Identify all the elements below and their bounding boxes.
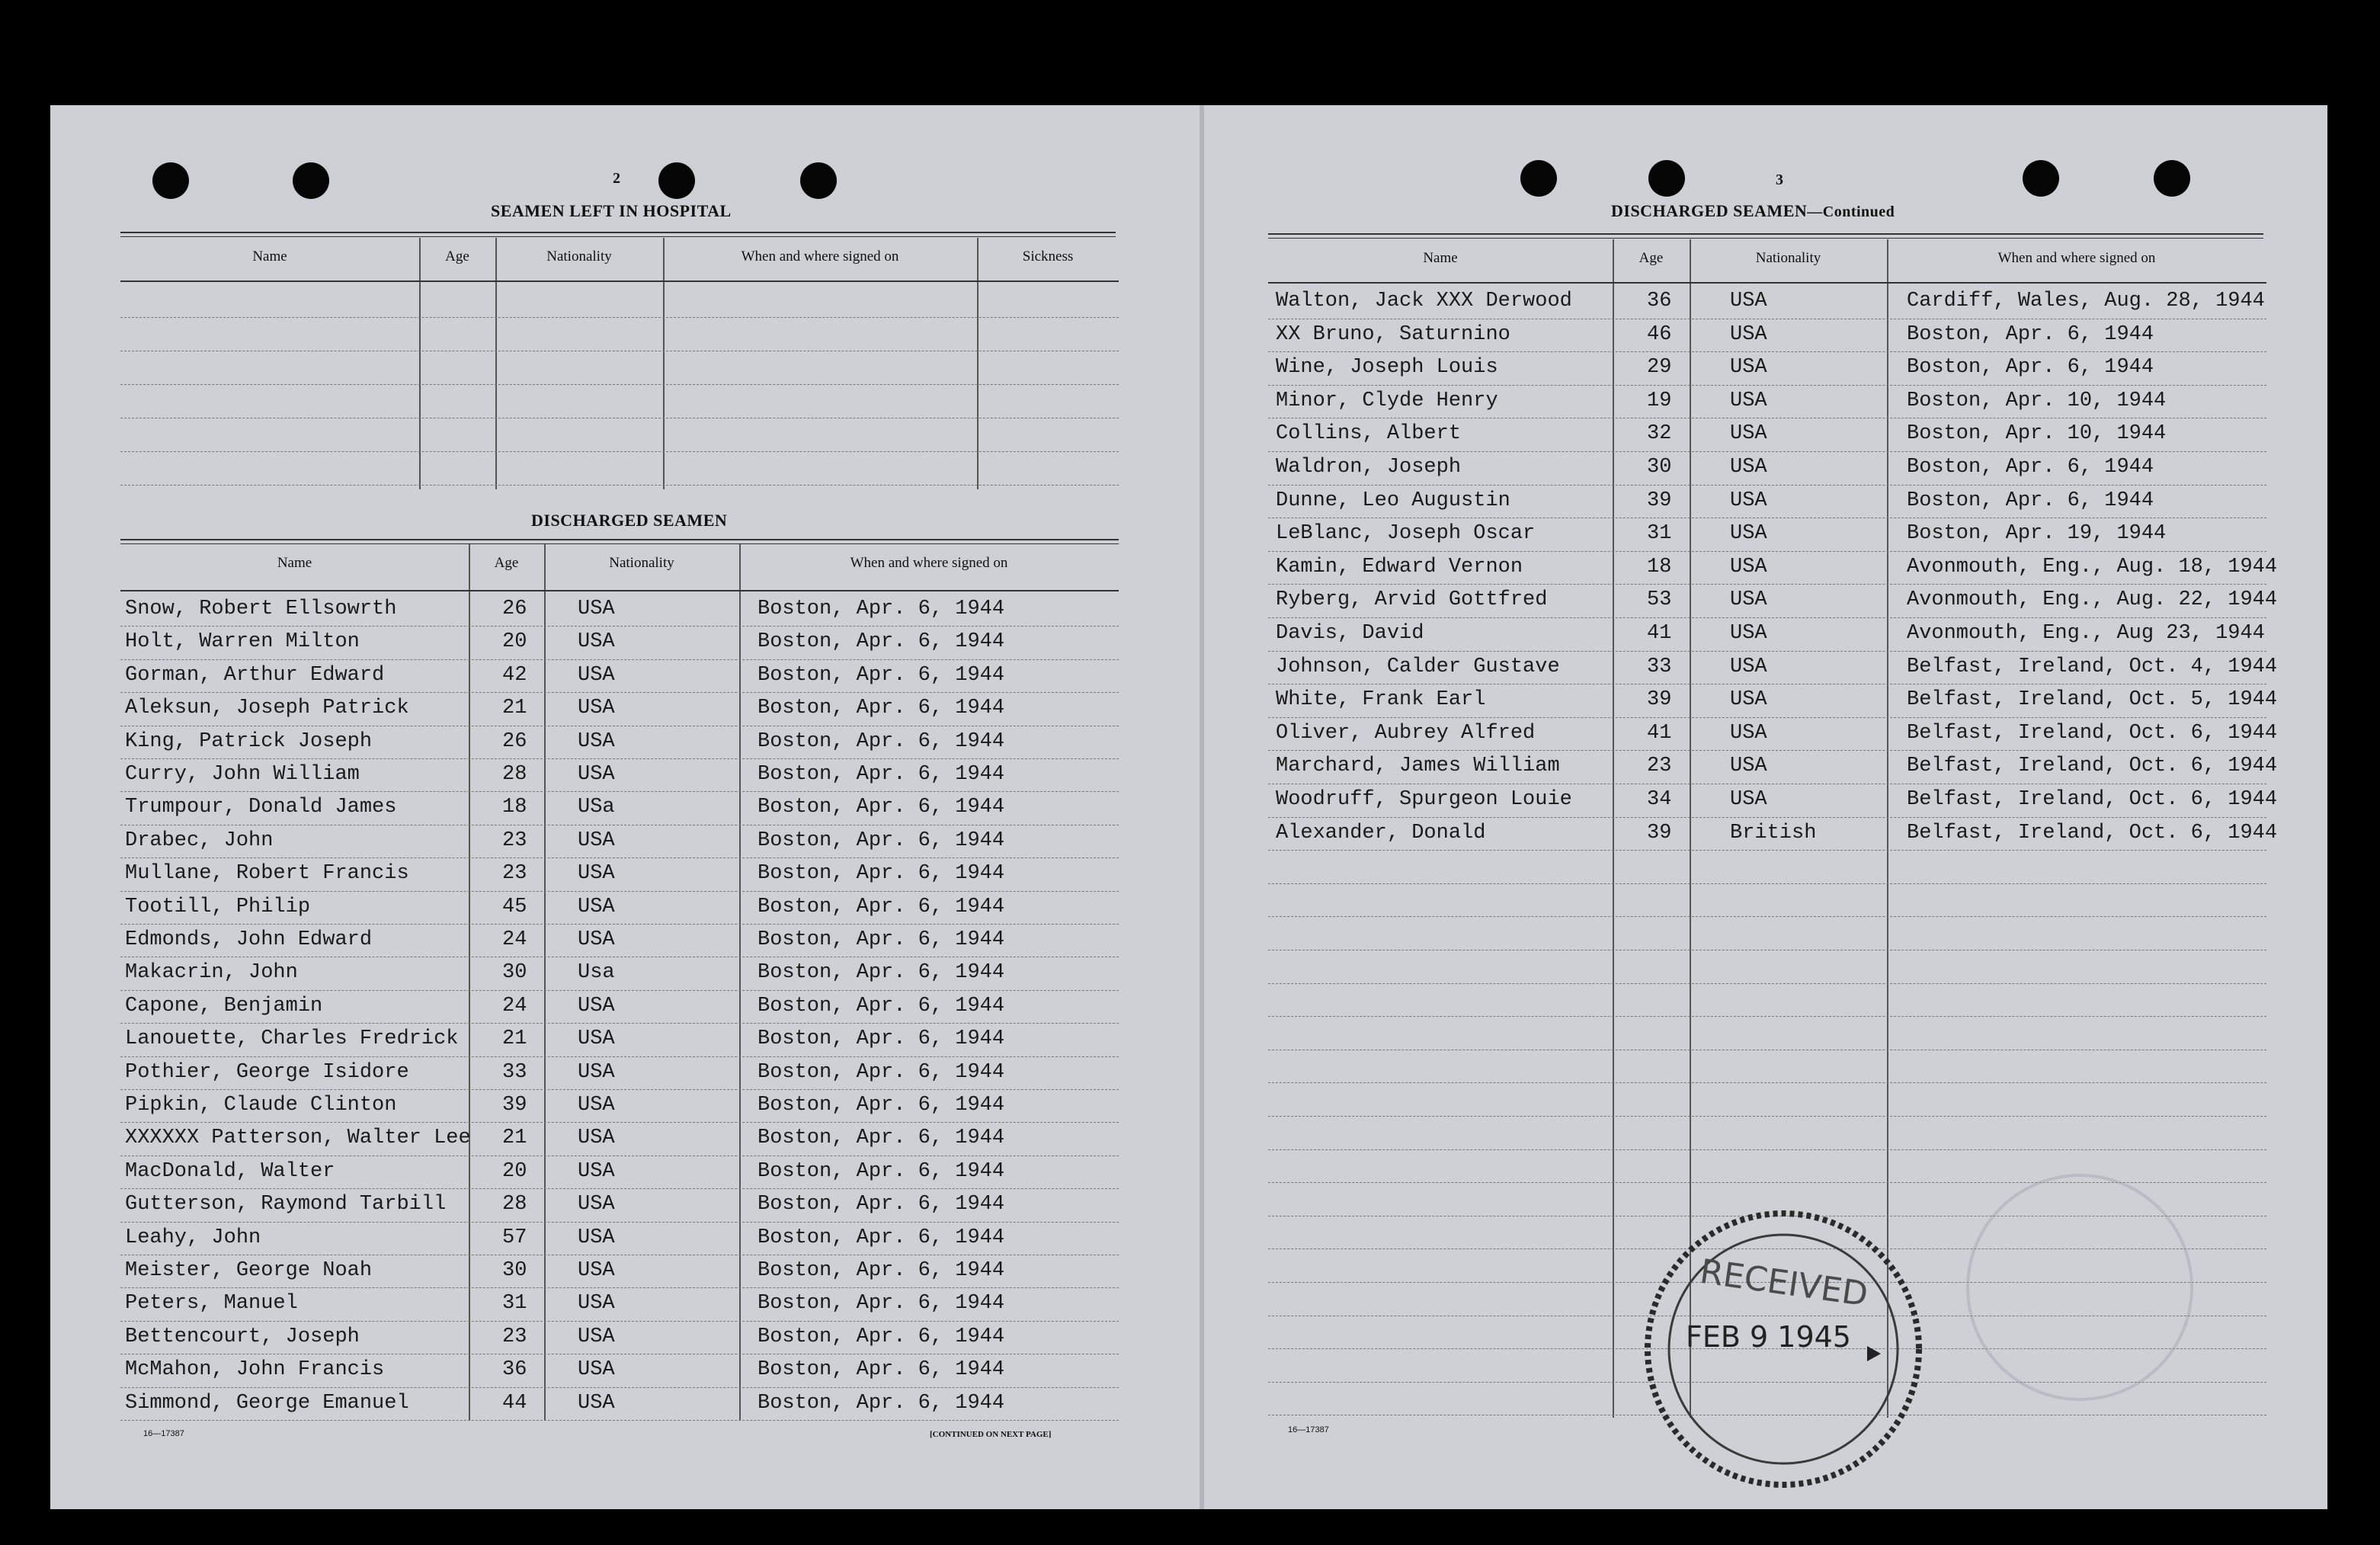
signed-on: Boston, Apr. 6, 1944	[1907, 489, 2154, 512]
column-header: Sickness	[1022, 248, 1074, 264]
section-rule	[1268, 233, 2263, 239]
seaman-nationality: USA	[1730, 588, 1767, 612]
seaman-nationality: USA	[1730, 788, 1767, 811]
seaman-nationality: USA	[578, 1127, 615, 1150]
hospital-table	[120, 238, 1119, 489]
row-rule	[120, 758, 1119, 759]
row-rule	[1268, 916, 2266, 917]
signed-on: Boston, Apr. 6, 1944	[758, 630, 1005, 654]
seaman-nationality: USA	[1730, 356, 1767, 380]
seaman-nationality: USA	[1730, 522, 1767, 546]
seaman-nationality: USA	[1730, 622, 1767, 645]
page-number: 3	[1776, 171, 1783, 188]
signed-on: Boston, Apr. 6, 1944	[1907, 356, 2154, 380]
seaman-nationality: USA	[578, 994, 615, 1018]
header-rule	[120, 280, 1119, 282]
punch-hole	[1648, 160, 1685, 197]
page-gutter	[1200, 105, 1204, 1509]
row-rule	[120, 1287, 1119, 1288]
seaman-age: 28	[502, 763, 527, 786]
column-divider	[1613, 239, 1614, 1418]
header-rule	[120, 590, 1119, 591]
seaman-age: 19	[1647, 389, 1672, 412]
seaman-age: 41	[1647, 721, 1672, 745]
column-header: Name	[252, 248, 287, 264]
seaman-nationality: USA	[1730, 389, 1767, 412]
seaman-name: Tootill, Philip	[125, 895, 311, 918]
seaman-age: 30	[502, 961, 527, 985]
seaman-nationality: USA	[1730, 422, 1767, 446]
signed-on: Boston, Apr. 6, 1944	[758, 1094, 1005, 1117]
seaman-nationality: USA	[578, 729, 615, 753]
seaman-name: Snow, Robert Ellsowrth	[125, 598, 397, 620]
seaman-age: 41	[1647, 622, 1672, 645]
seaman-age: 31	[502, 1292, 527, 1316]
signed-on: Boston, Apr. 6, 1944	[1907, 322, 2154, 346]
seaman-nationality: USA	[578, 1259, 615, 1282]
column-header: When and where signed on	[1997, 250, 2156, 266]
column-header: Name	[277, 555, 312, 571]
seaman-age: 20	[502, 630, 527, 654]
row-rule	[120, 891, 1119, 892]
stamp-date: FEB 9 1945	[1686, 1320, 1851, 1354]
stamp-received-word: RECEIVED	[1697, 1252, 1871, 1315]
row-rule	[120, 990, 1119, 991]
signed-on: Boston, Apr. 6, 1944	[758, 1027, 1005, 1051]
punch-hole	[2154, 160, 2190, 197]
seaman-name: Woodruff, Spurgeon Louie	[1276, 788, 1572, 811]
signed-on: Boston, Apr. 6, 1944	[758, 895, 1005, 918]
row-rule	[1268, 850, 2266, 851]
row-rule	[120, 1387, 1119, 1388]
seaman-name: Walton, Jack XXX Derwood	[1276, 290, 1572, 313]
seaman-age: 53	[1647, 588, 1672, 612]
seaman-age: 26	[502, 729, 527, 753]
seaman-age: 42	[502, 663, 527, 687]
row-rule	[1268, 385, 2266, 386]
column-header: Nationality	[546, 248, 612, 264]
signed-on: Boston, Apr. 6, 1944	[758, 1060, 1005, 1084]
signed-on: Boston, Apr. 6, 1944	[758, 1391, 1005, 1415]
header-rule	[1268, 282, 2266, 284]
column-header: Age	[494, 555, 519, 571]
section-title-main: DISCHARGED SEAMEN	[1611, 201, 1808, 220]
seaman-age: 20	[502, 1159, 527, 1183]
seaman-name: Leahy, John	[125, 1226, 261, 1249]
seaman-age: 34	[1647, 788, 1672, 811]
seaman-age: 57	[502, 1226, 527, 1249]
seaman-age: 44	[502, 1391, 527, 1415]
seaman-name: Davis, David	[1276, 622, 1424, 645]
continued-note: [CONTINUED ON NEXT PAGE]	[930, 1430, 1052, 1439]
form-number: 16—17387	[1288, 1425, 1329, 1434]
row-rule	[120, 924, 1119, 925]
seaman-nationality: USA	[1730, 688, 1767, 712]
row-rule	[120, 626, 1119, 627]
signed-on: Boston, Apr. 6, 1944	[758, 598, 1005, 620]
form-number: 16—17387	[143, 1429, 184, 1438]
seaman-nationality: USA	[1730, 555, 1767, 579]
seaman-name: Ryberg, Arvid Gottfred	[1276, 588, 1548, 612]
seaman-nationality: USA	[578, 928, 615, 951]
row-rule	[1268, 485, 2266, 486]
seaman-nationality: USA	[578, 1027, 615, 1051]
seaman-age: 18	[1647, 555, 1672, 579]
seaman-age: 18	[502, 796, 527, 819]
signed-on: Belfast, Ireland, Oct. 5, 1944	[1907, 688, 2278, 712]
punch-hole	[658, 162, 695, 199]
column-header: Nationality	[609, 555, 674, 571]
seaman-age: 33	[1647, 655, 1672, 678]
seaman-age: 21	[502, 697, 527, 720]
seaman-name: Holt, Warren Milton	[125, 630, 360, 654]
column-header: Age	[1638, 250, 1664, 266]
row-rule	[120, 791, 1119, 792]
row-rule	[1268, 1016, 2266, 1017]
seaman-nationality: USA	[578, 895, 615, 918]
seaman-name: White, Frank Earl	[1276, 688, 1486, 712]
faint-stamp-impression	[1966, 1174, 2193, 1401]
signed-on: Avonmouth, Eng., Aug. 18, 1944	[1907, 555, 2278, 579]
seaman-name: Drabec, John	[125, 829, 274, 852]
row-rule	[1268, 717, 2266, 718]
seaman-age: 36	[502, 1358, 527, 1382]
seaman-age: 39	[1647, 821, 1672, 845]
seaman-name: Meister, George Noah	[125, 1259, 373, 1282]
punch-hole	[293, 162, 329, 199]
row-rule	[1268, 1082, 2266, 1083]
row-rule	[120, 659, 1119, 660]
seaman-name: Bettencourt, Joseph	[125, 1325, 360, 1348]
seaman-age: 46	[1647, 322, 1672, 346]
signed-on: Boston, Apr. 6, 1944	[758, 763, 1005, 786]
continued-section-title	[1611, 201, 1895, 221]
seaman-name: Mullane, Robert Francis	[125, 862, 409, 886]
section-rule	[120, 539, 1119, 544]
signed-on: Belfast, Ireland, Oct. 6, 1944	[1907, 755, 2278, 778]
seaman-age: 36	[1647, 290, 1672, 313]
signed-on: Boston, Apr. 19, 1944	[1907, 522, 2167, 546]
seaman-name: Pothier, George Isidore	[125, 1060, 409, 1084]
seaman-name: McMahon, John Francis	[125, 1358, 385, 1382]
row-rule	[120, 1321, 1119, 1322]
seaman-nationality: British	[1730, 821, 1817, 845]
row-rule	[1268, 1149, 2266, 1150]
seaman-nationality: USA	[1730, 655, 1767, 678]
seaman-nationality: USA	[578, 1292, 615, 1316]
signed-on: Boston, Apr. 6, 1944	[758, 1127, 1005, 1150]
seaman-age: 30	[502, 1259, 527, 1282]
signed-on: Belfast, Ireland, Oct. 6, 1944	[1907, 821, 2278, 845]
row-rule	[1268, 551, 2266, 552]
row-rule	[1268, 351, 2266, 352]
seaman-name: King, Patrick Joseph	[125, 729, 373, 753]
column-header: Name	[1423, 250, 1458, 266]
seaman-name: Minor, Clyde Henry	[1276, 389, 1498, 412]
row-rule	[1268, 584, 2266, 585]
signed-on: Boston, Apr. 6, 1944	[758, 1259, 1005, 1282]
punch-hole	[152, 162, 189, 199]
seaman-age: 32	[1647, 422, 1672, 446]
seaman-name: Oliver, Aubrey Alfred	[1276, 721, 1536, 745]
row-rule	[120, 485, 1119, 486]
seaman-name: MacDonald, Walter	[125, 1159, 335, 1183]
signed-on: Boston, Apr. 6, 1944	[758, 928, 1005, 951]
seaman-name: Trumpour, Donald James	[125, 796, 397, 819]
row-rule	[120, 857, 1119, 858]
seaman-name: XXXXXX Patterson, Walter Lee	[125, 1127, 471, 1150]
row-rule	[120, 1122, 1119, 1123]
seaman-name: Capone, Benjamin	[125, 994, 323, 1018]
row-rule	[1268, 651, 2266, 652]
seaman-nationality: USA	[578, 598, 615, 620]
seaman-name: Wine, Joseph Louis	[1276, 356, 1498, 380]
row-rule	[120, 1023, 1119, 1024]
seaman-nationality: USA	[578, 1060, 615, 1084]
seaman-age: 23	[1647, 755, 1672, 778]
seaman-name: Dunne, Leo Augustin	[1276, 489, 1510, 512]
seaman-nationality: USA	[578, 1193, 615, 1216]
row-rule	[1268, 883, 2266, 884]
seaman-name: Peters, Manuel	[125, 1292, 298, 1316]
seaman-nationality: USA	[578, 630, 615, 654]
seaman-name: Kamin, Edward Vernon	[1276, 555, 1523, 579]
punch-hole	[1520, 160, 1557, 197]
signed-on: Belfast, Ireland, Oct. 6, 1944	[1907, 788, 2278, 811]
page-number: 2	[613, 170, 620, 187]
row-rule	[1268, 617, 2266, 618]
signed-on: Boston, Apr. 10, 1944	[1907, 422, 2167, 446]
seaman-nationality: USA	[1730, 489, 1767, 512]
row-rule	[120, 317, 1119, 318]
row-rule	[120, 451, 1119, 452]
section-rule	[120, 232, 1116, 237]
seaman-nationality: USA	[578, 1325, 615, 1348]
seaman-age: 28	[502, 1193, 527, 1216]
seaman-age: 30	[1647, 456, 1672, 479]
seaman-name: Makacrin, John	[125, 961, 298, 985]
seaman-name: Marchard, James William	[1276, 755, 1560, 778]
column-header: When and where signed on	[741, 248, 899, 264]
column-divider	[469, 544, 470, 1421]
seaman-age: 23	[502, 1325, 527, 1348]
signed-on: Cardiff, Wales, Aug. 28, 1944	[1907, 290, 2265, 313]
signed-on: Avonmouth, Eng., Aug. 22, 1944	[1907, 588, 2278, 612]
discharged-table	[120, 544, 1119, 1421]
seaman-name: Pipkin, Claude Clinton	[125, 1094, 397, 1117]
signed-on: Boston, Apr. 6, 1944	[758, 1325, 1005, 1348]
signed-on: Avonmouth, Eng., Aug 23, 1944	[1907, 622, 2265, 645]
seaman-nationality: USA	[578, 763, 615, 786]
signed-on: Boston, Apr. 6, 1944	[758, 1159, 1005, 1183]
signed-on: Boston, Apr. 6, 1944	[1907, 456, 2154, 479]
hospital-section-title: SEAMEN LEFT IN HOSPITAL	[491, 201, 732, 220]
signed-on: Boston, Apr. 6, 1944	[758, 829, 1005, 852]
seaman-nationality: USA	[578, 1358, 615, 1382]
row-rule	[120, 1089, 1119, 1090]
signed-on: Boston, Apr. 6, 1944	[758, 862, 1005, 886]
seaman-name: Waldron, Joseph	[1276, 456, 1462, 479]
seaman-nationality: USA	[578, 697, 615, 720]
row-rule	[120, 1188, 1119, 1189]
column-divider	[739, 544, 741, 1421]
signed-on: Boston, Apr. 6, 1944	[758, 663, 1005, 687]
row-rule	[120, 1420, 1119, 1421]
signed-on: Boston, Apr. 6, 1944	[758, 1193, 1005, 1216]
seaman-age: 45	[502, 895, 527, 918]
signed-on: Boston, Apr. 10, 1944	[1907, 389, 2167, 412]
signed-on: Boston, Apr. 6, 1944	[758, 697, 1005, 720]
seaman-age: 33	[502, 1060, 527, 1084]
seaman-nationality: USA	[578, 663, 615, 687]
row-rule	[1268, 817, 2266, 818]
signed-on: Boston, Apr. 6, 1944	[758, 729, 1005, 753]
seaman-nationality: USA	[578, 1391, 615, 1415]
column-header: Nationality	[1755, 250, 1821, 266]
row-rule	[1268, 983, 2266, 984]
signed-on: Boston, Apr. 6, 1944	[758, 1292, 1005, 1316]
seaman-age: 29	[1647, 356, 1672, 380]
seaman-name: XX Bruno, Saturnino	[1276, 322, 1510, 346]
seaman-age: 31	[1647, 522, 1672, 546]
seaman-name: Johnson, Calder Gustave	[1276, 655, 1560, 678]
seaman-name: Collins, Albert	[1276, 422, 1462, 446]
seaman-nationality: USA	[1730, 755, 1767, 778]
seaman-nationality: USA	[1730, 322, 1767, 346]
seaman-age: 23	[502, 862, 527, 886]
seaman-age: 39	[1647, 688, 1672, 712]
seaman-age: 23	[502, 829, 527, 852]
signed-on: Boston, Apr. 6, 1944	[758, 961, 1005, 985]
seaman-nationality: USa	[578, 796, 615, 819]
signed-on: Boston, Apr. 6, 1944	[758, 1358, 1005, 1382]
received-stamp	[1638, 1204, 1928, 1494]
signed-on: Boston, Apr. 6, 1944	[758, 994, 1005, 1018]
seaman-age: 24	[502, 928, 527, 951]
section-title-suffix: —Continued	[1807, 204, 1895, 220]
row-rule	[1268, 750, 2266, 751]
seaman-age: 39	[502, 1094, 527, 1117]
seaman-name: Gutterson, Raymond Tarbill	[125, 1193, 447, 1216]
row-rule	[120, 1222, 1119, 1223]
row-rule	[120, 1056, 1119, 1057]
punch-hole	[800, 162, 837, 199]
seaman-age: 26	[502, 598, 527, 620]
seaman-name: Lanouette, Charles Fredrick	[125, 1027, 459, 1051]
seaman-nationality: Usa	[578, 961, 615, 985]
discharged-section-title: DISCHARGED SEAMEN	[531, 511, 728, 530]
seaman-nationality: USA	[578, 1159, 615, 1183]
seaman-nationality: USA	[578, 1226, 615, 1249]
seaman-name: LeBlanc, Joseph Oscar	[1276, 522, 1536, 546]
signed-on: Boston, Apr. 6, 1944	[758, 796, 1005, 819]
signed-on: Belfast, Ireland, Oct. 4, 1944	[1907, 655, 2278, 678]
punch-hole	[2023, 160, 2059, 197]
seaman-nationality: USA	[1730, 290, 1767, 313]
seaman-nationality: USA	[578, 862, 615, 886]
seaman-age: 24	[502, 994, 527, 1018]
seaman-name: Aleksun, Joseph Patrick	[125, 697, 409, 720]
seaman-age: 39	[1647, 489, 1672, 512]
seaman-age: 21	[502, 1127, 527, 1150]
signed-on: Belfast, Ireland, Oct. 6, 1944	[1907, 721, 2278, 745]
seaman-name: Edmonds, John Edward	[125, 928, 373, 951]
seaman-name: Curry, John William	[125, 763, 360, 786]
seaman-name: Simmond, George Emanuel	[125, 1391, 409, 1415]
seaman-age: 21	[502, 1027, 527, 1051]
seaman-nationality: USA	[578, 829, 615, 852]
seaman-name: Gorman, Arthur Edward	[125, 663, 385, 687]
row-rule	[1268, 451, 2266, 452]
row-rule	[120, 384, 1119, 385]
column-header: When and where signed on	[850, 555, 1008, 571]
column-header: Age	[445, 248, 469, 264]
row-rule	[1268, 1116, 2266, 1117]
seaman-name: Alexander, Donald	[1276, 821, 1486, 845]
signed-on: Boston, Apr. 6, 1944	[758, 1226, 1005, 1249]
column-divider	[544, 544, 546, 1421]
seaman-nationality: USA	[1730, 721, 1767, 745]
seaman-nationality: USA	[578, 1094, 615, 1117]
seaman-nationality: USA	[1730, 456, 1767, 479]
row-rule	[120, 692, 1119, 693]
